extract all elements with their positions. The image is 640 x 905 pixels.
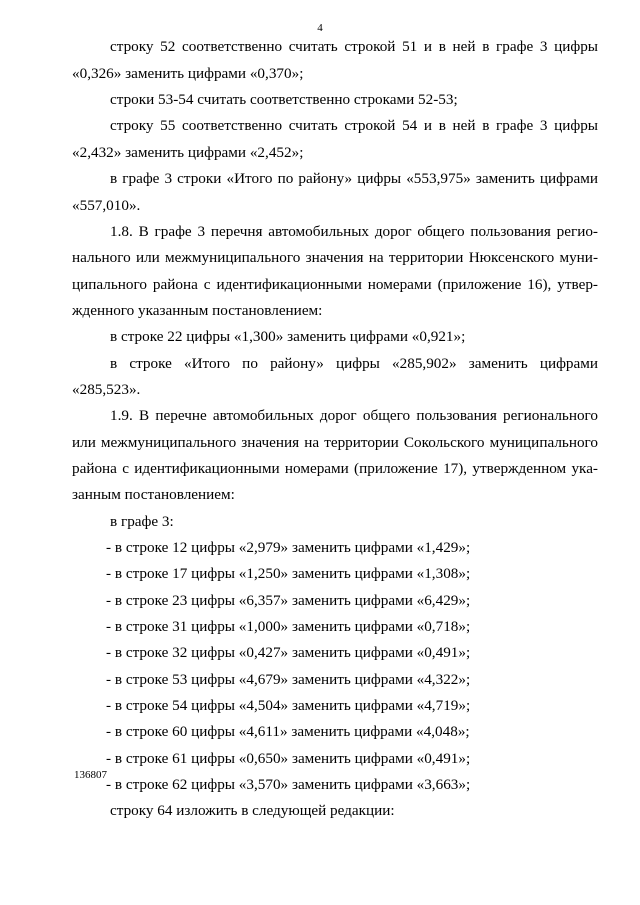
- text-line: района с идентификационными номерами (приложение 17), утвержденном ука-: [72, 460, 598, 477]
- text-line: занным постановлением:: [72, 486, 235, 503]
- list-item: - в строке 61 цифры «0,650» заменить цифрами «0,491»;: [106, 750, 471, 767]
- text-line: жденного указанным постановлением:: [72, 302, 323, 319]
- text-line: строку 64 изложить в следующей редакции:: [110, 802, 395, 819]
- text-line: «2,432» заменить цифрами «2,452»;: [72, 144, 304, 161]
- text-line: строки 53-54 считать соответственно строками 52-53;: [110, 91, 458, 108]
- text-line: нального или межмуниципального значения на территории Нюксенского муни-: [72, 249, 598, 266]
- text-line: строку 55 соответственно считать строкой 54 и в ней в графе 3 цифры: [110, 117, 598, 134]
- list-item: - в строке 17 цифры «1,250» заменить цифрами «1,308»;: [106, 565, 471, 582]
- text-line: в графе 3:: [110, 513, 174, 530]
- text-line: или межмуниципального значения на территории Сокольского муниципального: [72, 434, 598, 451]
- list-item: - в строке 31 цифры «1,000» заменить цифрами «0,718»;: [106, 618, 471, 635]
- list-item: - в строке 54 цифры «4,504» заменить цифрами «4,719»;: [106, 697, 471, 714]
- text-line: 1.8. В графе 3 перечня автомобильных дорог общего пользования регио-: [110, 223, 598, 240]
- list-item: - в строке 12 цифры «2,979» заменить цифрами «1,429»;: [106, 539, 471, 556]
- text-line: «285,523».: [72, 381, 141, 398]
- page-number: 4: [317, 22, 323, 34]
- list-item: - в строке 53 цифры «4,679» заменить цифрами «4,322»;: [106, 671, 471, 688]
- text-line: ципального района с идентификационными номерами (приложение 16), утвер-: [72, 276, 598, 293]
- text-line: «0,326» заменить цифрами «0,370»;: [72, 65, 304, 82]
- text-line: в строке «Итого по району» цифры «285,902» заменить цифрами: [110, 355, 598, 372]
- text-line: строку 52 соответственно считать строкой 51 и в ней в графе 3 цифры: [110, 38, 598, 55]
- text-line: 1.9. В перечне автомобильных дорог общего пользования регионального: [110, 407, 598, 424]
- list-item: - в строке 62 цифры «3,570» заменить цифрами «3,663»;: [106, 776, 471, 793]
- list-item: - в строке 23 цифры «6,357» заменить цифрами «6,429»;: [106, 592, 471, 609]
- text-line: «557,010».: [72, 197, 141, 214]
- text-line: в строке 22 цифры «1,300» заменить цифрами «0,921»;: [110, 328, 466, 345]
- text-line: в графе 3 строки «Итого по району» цифры «553,975» заменить цифрами: [110, 170, 598, 187]
- list-item: - в строке 60 цифры «4,611» заменить цифрами «4,048»;: [106, 723, 470, 740]
- list-item: - в строке 32 цифры «0,427» заменить цифрами «0,491»;: [106, 644, 471, 661]
- footer-document-code: 136807: [74, 769, 107, 781]
